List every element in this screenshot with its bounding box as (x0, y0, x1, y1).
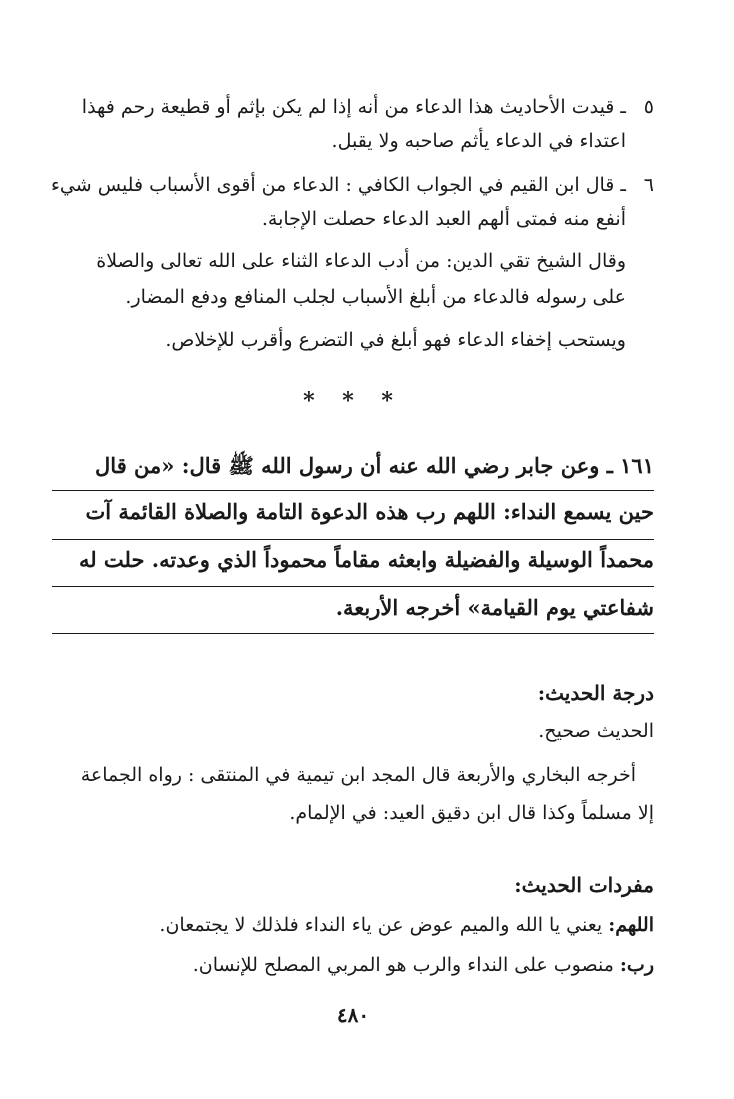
section-separator: * * * (303, 388, 403, 414)
vocab-heading: مفردات الحديث: (514, 873, 654, 897)
vocab-item-1 (52, 910, 654, 940)
note-5-number: ٥ (643, 96, 654, 118)
hadith-underline-2 (52, 539, 654, 540)
book-page (52, 0, 654, 1099)
note-6-line-1 (52, 170, 654, 200)
hadith-underline-3 (52, 586, 654, 587)
note-5-text: ـ قيدت الأحاديث هذا الدعاء من أنه إذا لم يكن بإثم أو قطيعة رحم فهذا (81, 96, 626, 118)
hadith-line-1: ١٦١ ـ وعن جابر رضي الله عنه أن رسول الله ﷺ قال: «من قال (95, 453, 654, 478)
para-2-line-1: ويستحب إخفاء الدعاء فهو أبلغ في التضرع وأقرب للإخلاص. (165, 329, 626, 351)
hadith-underline-1 (52, 490, 654, 491)
vocab-term-1: اللهم: (608, 914, 654, 936)
note-5-line-2: اعتداء في الدعاء يأثم صاحبه ولا يقبل. (331, 130, 626, 152)
grade-line-2: أخرجه البخاري والأربعة قال المجد ابن تيمية في المنتقى : رواه الجماعة (80, 764, 636, 786)
note-6-number: ٦ (643, 174, 654, 196)
vocab-text-1: يعني يا الله والميم عوض عن ياء النداء فلذلك لا يجتمعان. (159, 914, 609, 936)
hadith-line-3: محمداً الوسيلة والفضيلة وابعثه مقاماً محموداً الذي وعدته. حلت له (78, 547, 654, 572)
grade-line-1: الحديث صحيح. (538, 720, 654, 742)
hadith-line-4: شفاعتي يوم القيامة» أخرجه الأربعة. (335, 595, 654, 620)
vocab-text-2: منصوب على النداء والرب هو المربي المصلح للإنسان. (192, 954, 620, 976)
para-1-line-1: وقال الشيخ تقي الدين: من أدب الدعاء الثناء على الله تعالى والصلاة (96, 250, 626, 272)
vocab-item-2 (52, 950, 654, 980)
para-1-line-2: على رسوله فالدعاء من أبلغ الأسباب لجلب المنافع ودفع المضار. (125, 286, 626, 308)
grade-heading: درجة الحديث: (537, 681, 654, 705)
page-number: ٤٨٠ (336, 1003, 370, 1027)
hadith-line-2: حين يسمع النداء: اللهم رب هذه الدعوة التامة والصلاة القائمة آت (85, 499, 654, 524)
grade-line-3: إلا مسلماً وكذا قال ابن دقيق العيد: في الإلمام. (289, 802, 654, 824)
note-5-line-1 (52, 92, 654, 122)
note-6-text: ـ قال ابن القيم في الجواب الكافي : الدعاء من أقوى الأسباب فليس شيء (50, 174, 626, 196)
hadith-underline-4 (52, 633, 654, 634)
vocab-term-2: رب: (619, 954, 654, 976)
note-6-line-2: أنفع منه فمتى ألهم العبد الدعاء حصلت الإجابة. (261, 208, 626, 230)
